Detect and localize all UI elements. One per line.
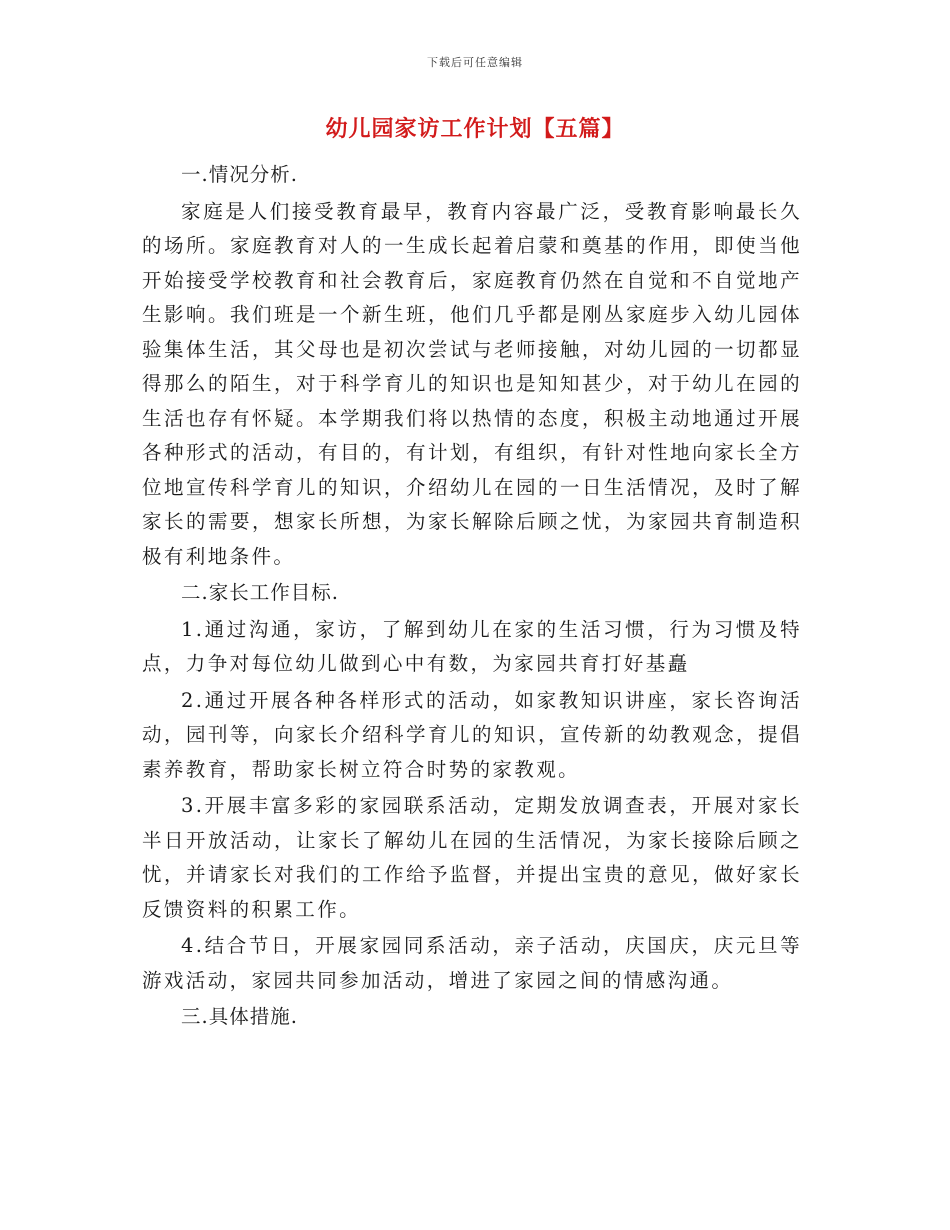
goal-item-1: 1.通过沟通，家访，了解到幼儿在家的生活习惯，行为习惯及特点，力争对每位幼儿做到心中有数，为家园共育打好基矗 [142, 617, 802, 675]
page-header-note: 下载后可任意编辑 [427, 56, 523, 69]
document-body [142, 158, 802, 1035]
paragraph-situation-analysis: 家庭是人们接受教育最早，教育内容最广泛，受教育影响最长久的场所。家庭教育对人的一生成长起着启蒙和奠基的作用，即使当他开始接受学校教育和社会教育后，家庭教育仍然在自觉和不自觉地产生影响。我们班是一个新生班，他们几乎都是刚丛家庭步入幼儿园体验集体生活，其父母也是初次尝试与老师接触，对幼儿园的一切都显得那么的陌生，对于科学育儿的知识也是知知甚少，对于幼儿在园的生活也存有怀疑。本学期我们将以热情的态度，积极主动地通过开展各种形式的活动，有目的，有计划，有组织，有针对性地向家长全方位地宣传科学育儿的知识，介绍幼儿在园的一日生活情况，及时了解家长的需要，想家长所想，为家长解除后顾之忧，为家园共育制造积极有利地条件。 [142, 199, 802, 568]
document-title: 幼儿园家访工作计划【五篇】 [325, 116, 625, 142]
goal-item-3: 3.开展丰富多彩的家园联系活动，定期发放调查表，开展对家长半日开放活动，让家长了解幼儿在园的生活情况，为家长接除后顾之忧，并请家长对我们的工作给予监督，并提出宝贵的意见，做好家长反馈资料的积累工作。 [142, 794, 802, 921]
goal-item-4: 4.结合节日，开展家园同系活动，亲子活动，庆国庆，庆元旦等游戏活动，家园共同参加活动，增进了家园之间的情感沟通。 [142, 934, 802, 992]
section-heading-specific-measures: 三.具体措施. [181, 1005, 298, 1028]
section-heading-parent-work-goals: 二.家长工作目标. [181, 581, 339, 604]
section-heading-situation-analysis: 一.情况分析. [181, 163, 298, 186]
goal-item-2: 2.通过开展各种各样形式的活动，如家教知识讲座，家长咨询活动，园刊等，向家长介绍科学育儿的知识，宣传新的幼教观念，提倡素养教育，帮助家长树立符合时势的家教观。 [142, 688, 802, 781]
